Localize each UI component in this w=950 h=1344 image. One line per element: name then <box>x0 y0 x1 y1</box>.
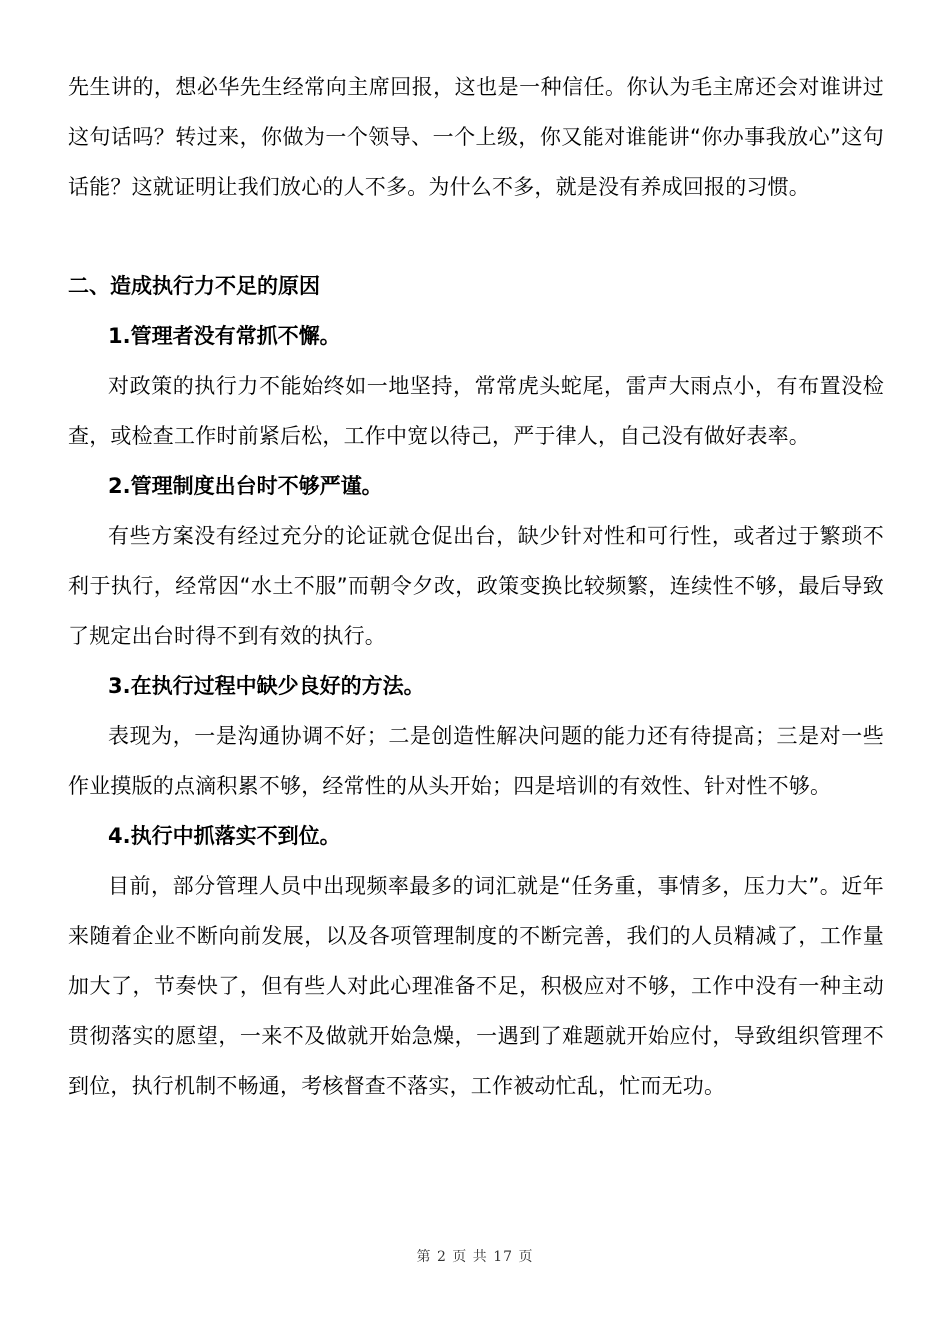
paragraph-2: 有些方案没有经过充分的论证就仓促出台，缺少针对性和可行性，或者过于繁琐不利于执行，经常因“水土不服”而朝令夕改，政策变换比较频繁，连续性不够，最后导致了规定出台时得不到有效的执行。 <box>68 524 884 648</box>
paragraph-3: 表现为，一是沟通协调不好；二是创造性解决问题的能力还有待提高；三是对一些作业摸版的点滴积累不够，经常性的从头开始；四是培训的有效性、针对性不够。 <box>68 724 884 798</box>
paragraph-4: 目前，部分管理人员中出现频率最多的词汇就是“任务重，事情多，压力大”。近年来随着企业不断向前发展，以及各项管理制度的不断完善，我们的人员精减了，工作量加大了，节奏快了，但有些人对此心理准备不足，积极应对不够，工作中没有一种主动贯彻落实的愿望，一来不及做就开始急燥，一遇到了难题就开始应付，导致组织管理不到位，执行机制不畅通，考核督查不落实，工作被动忙乱，忙而无功。 <box>68 874 884 1098</box>
paragraph-continuation: 先生讲的，想必华先生经常向主席回报，这也是一种信任。你认为毛主席还会对谁讲过这句话吗？转过来，你做为一个领导、一个上级，你又能对谁能讲“你办事我放心”这句话能？这就证明让我们放心的人不多。为什么不多，就是没有养成回报的习惯。 <box>68 75 884 199</box>
sub-heading-3: 3.在执行过程中缺少良好的方法。 <box>108 674 425 698</box>
paragraph-gap <box>68 212 884 261</box>
paragraph-1: 对政策的执行力不能始终如一地坚持，常常虎头蛇尾，雷声大雨点小，有布置没检查，或检查工作时前紧后松，工作中宽以待己，严于律人，自己没有做好表率。 <box>68 374 884 448</box>
sub-heading-2: 2.管理制度出台时不够严谨。 <box>108 474 383 498</box>
document-body <box>68 62 884 1111</box>
sub-heading-4: 4.执行中抓落实不到位。 <box>108 824 341 848</box>
page-number-footer: 第 2 页 共 17 页 <box>416 1249 534 1265</box>
sub-heading-1: 1.管理者没有常抓不懈。 <box>108 324 341 348</box>
section-heading: 二、造成执行力不足的原因 <box>68 274 320 298</box>
